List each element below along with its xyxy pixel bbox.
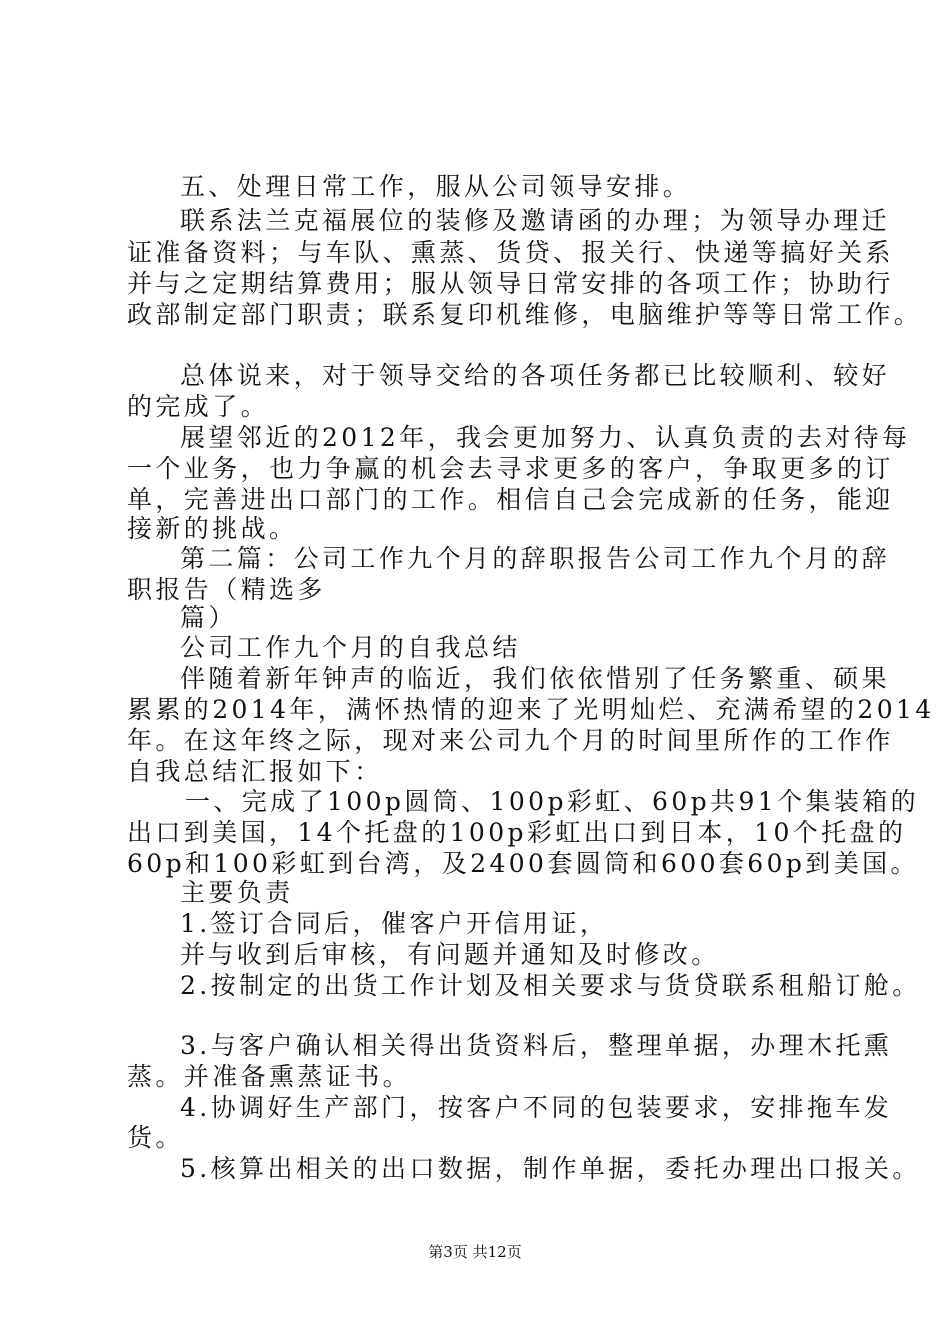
text-line: 展望邻近的2012年，我会更加努力、认真负责的去对待每 (180, 423, 911, 452)
text-line: 60p和100彩虹到台湾，及2400套圆筒和600套60p到美国。 (127, 849, 919, 878)
text-line: 货。 (127, 1123, 184, 1152)
text-line: 伴随着新年钟声的临近，我们依依惜别了任务繁重、硕果 (180, 664, 891, 693)
text-line: 证准备资料；与车队、熏蒸、货贷、报关行、快递等搞好关系 (127, 238, 894, 267)
text-line: 一个业务，也力争赢的机会去寻求更多的客户，争取更多的订 (127, 454, 894, 483)
text-line: 联系法兰克福展位的装修及邀请函的办理；为领导办理迁 (180, 206, 891, 235)
text-line: 主要负责 (180, 878, 294, 907)
text-line: 单，完善进出口部门的工作。相信自己会完成新的任务，能迎 (127, 485, 894, 514)
text-line: 职报告（精选多 (127, 575, 326, 604)
text-line: 接新的挑战。 (127, 514, 298, 543)
text-line: 自我总结汇报如下： (127, 757, 383, 786)
text-line: 篇） (180, 603, 237, 632)
text-line: 并与之定期结算费用；服从领导日常安排的各项工作；协助行 (127, 269, 894, 298)
page-footer: 第3页 共12页 (428, 1243, 522, 1261)
text-line: 蒸。并准备熏蒸证书。 (127, 1062, 412, 1091)
text-line: 第二篇：公司工作九个月的辞职报告公司工作九个月的辞 (180, 544, 891, 573)
text-line: 并与收到后审核，有问题并通知及时修改。 (180, 940, 720, 969)
text-line: 4.协调好生产部门，按客户不同的包装要求，安排拖车发 (180, 1093, 893, 1122)
text-line: 五、处理日常工作，服从公司领导安排。 (180, 172, 692, 201)
text-line: 出口到美国，14个托盘的100p彩虹出口到日本，10个托盘的 (127, 818, 907, 847)
text-line: 一、完成了100p圆筒、100p彩虹、60p共91个集装箱的 (185, 787, 920, 816)
text-line: 公司工作九个月的自我总结 (180, 633, 521, 662)
text-line: 的完成了。 (127, 392, 270, 421)
text-line: 累累的2014年，满怀热情的迎来了光明灿烂、充满希望的2014 (127, 695, 935, 724)
text-line: 2.按制定的出货工作计划及相关要求与货贷联系租船订舱。 (180, 971, 921, 1000)
text-line: 5.核算出相关的出口数据，制作单据，委托办理出口报关。 (180, 1154, 921, 1183)
text-line: 政部制定部门职责；联系复印机维修，电脑维护等等日常工作。 (127, 300, 923, 329)
text-line: 3.与客户确认相关得出货资料后，整理单据，办理木托熏 (180, 1031, 893, 1060)
text-line: 年。在这年终之际，现对来公司九个月的时间里所作的工作作 (127, 726, 894, 755)
text-line: 1.签订合同后，催客户开信用证， (180, 909, 609, 938)
text-line: 总体说来，对于领导交给的各项任务都已比较顺利、较好 (180, 361, 891, 390)
